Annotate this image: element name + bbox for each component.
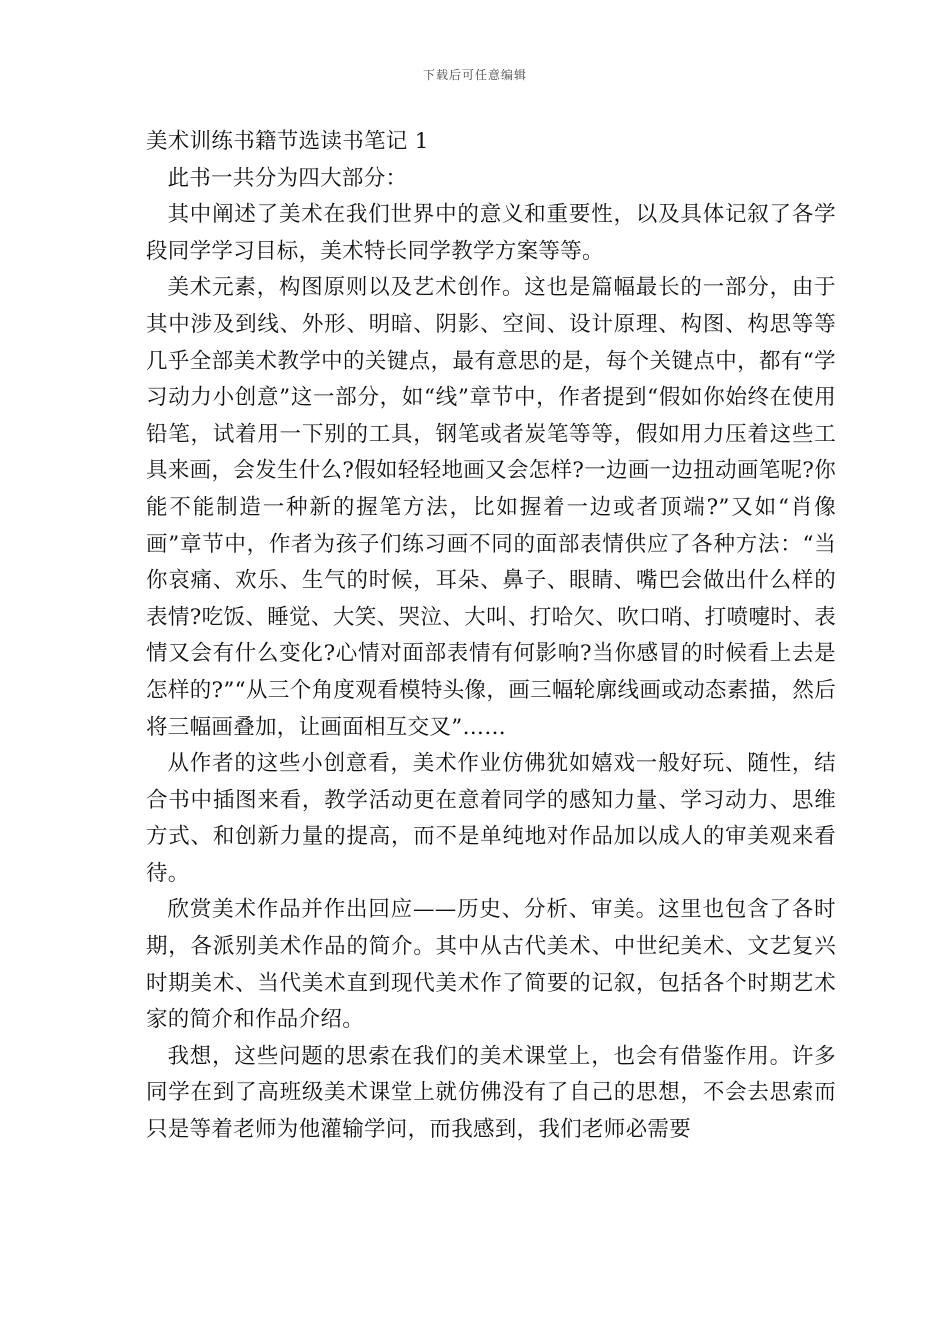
- paragraph: 欣赏美术作品并作出回应——历史、分析、审美。这里也包含了各时期，各派别美术作品的简介。其中从古代美术、中世纪美术、文艺复兴时期美术、当代美术直到现代美术作了简要的记叙，包括各个时期艺术家的简介和作品介绍。: [146, 897, 836, 1033]
- header-note: 下载后可任意编辑: [422, 68, 527, 82]
- document-body: [146, 124, 836, 1149]
- paragraph: 此书一共分为四大部分：: [167, 165, 408, 191]
- paragraph: 其中阐述了美术在我们世界中的意义和重要性，以及具体记叙了各学段同学学习目标，美术特长同学教学方案等等。: [146, 202, 836, 264]
- paragraph: 我想，这些问题的思索在我们的美术课堂上，也会有借鉴作用。许多同学在到了高班级美术课堂上就仿佛没有了自己的思想，不会去思索而只是等着老师为他灌输学问，而我感到，我们老师必需要: [146, 1043, 836, 1143]
- paragraph: 美术元素，构图原则以及艺术创作。这也是篇幅最长的一部分，由于其中涉及到线、外形、明暗、阴影、空间、设计原理、构图、构思等等几乎全部美术教学中的关键点，最有意思的是，每个关键点中，都有“学习动力小创意”这一部分，如“线”章节中，作者提到“假如你始终在使用铅笔，试着用一下别的工具，钢笔或者炭笔等等，假如用力压着这些工具来画，会发生什么?假如轻轻地画又会怎样?一边画一边扭动画笔呢?你能不能制造一种新的握笔方法，比如握着一边或者顶端?”又如“肖像画”章节中，作者为孩子们练习画不同的面部表情供应了各种方法：“当你哀痛、欢乐、生气的时候，耳朵、鼻子、眼睛、嘴巴会做出什么样的表情?吃饭、睡觉、大笑、哭泣、大叫、打哈欠、吹口哨、打喷嚏时、表情又会有什么变化?心情对面部表情有何影响?当你感冒的时候看上去是怎样的?”“从三个角度观看模特头像，画三幅轮廓线画或动态素描，然后将三幅画叠加，让画面相互交叉”……: [146, 275, 836, 740]
- paragraph: 从作者的这些小创意看，美术作业仿佛犹如嬉戏一般好玩、随性，结合书中插图来看，教学活动更在意着同学的感知力量、学习动力、思维方式、和创新力量的提高，而不是单纯地对作品加以成人的审美观来看待。: [146, 751, 836, 886]
- document-title: 美术训练书籍节选读书笔记 1: [146, 129, 429, 154]
